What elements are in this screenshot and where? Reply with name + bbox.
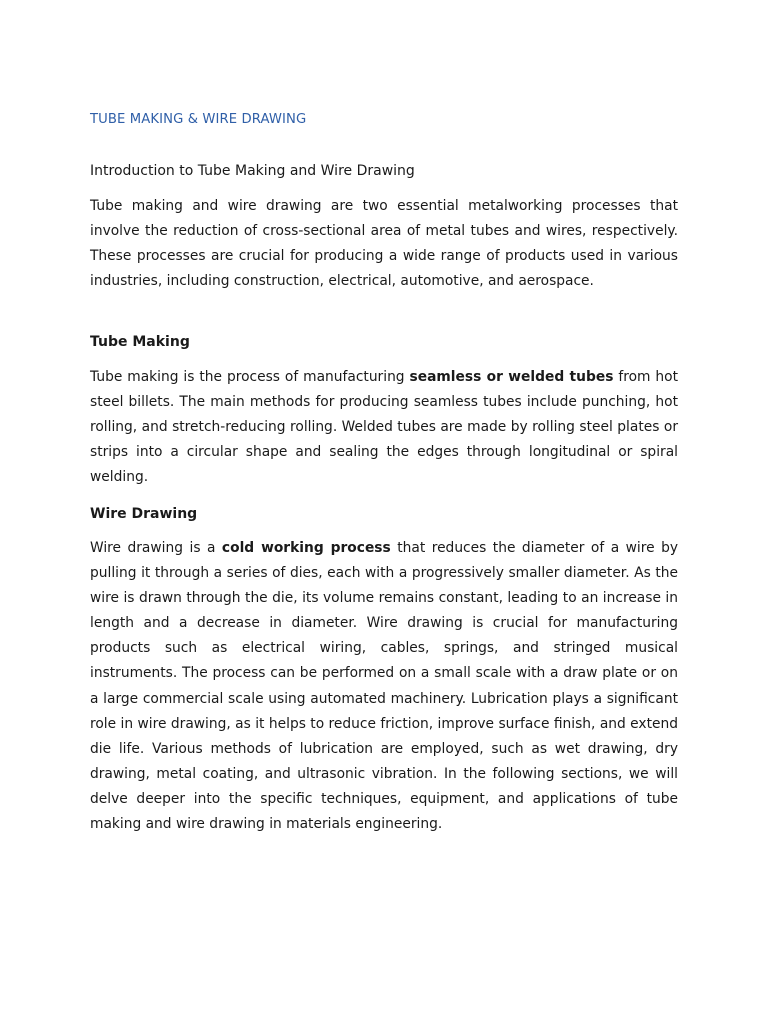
paragraph-text: that reduces the diameter of a wire by pulling it through a series of dies, each with a progressively smaller diameter. As the wire is drawn through the die, its volume remains constant, leading to an increase in length and a decrease in diameter. Wire drawing is crucial for manufacturing products such as electrical wiring, cables, springs, and stringed musical instruments. The process can be performed on a small scale with a draw plate or on a large commercial scale using automated machinery. Lubrication plays a significant role in wire drawing, as it helps to reduce friction, improve surface finish, and extend die life. Various methods of lubrication are employed, such as wet drawing, dry drawing, metal coating, and ultrasonic vibration. In the following sections, we will delve deeper into the specific techniques, equipment, and applications of tube making and wire drawing in materials engineering.	[90, 540, 679, 833]
paragraph-text: Tube making is the process of manufacturing	[90, 369, 410, 385]
section-paragraph-tube-making	[90, 365, 678, 490]
section-paragraph-wire-drawing	[90, 536, 678, 837]
paragraph-text: from hot steel billets. The main methods for producing seamless tubes include punching, hot rolling, and stretch-reducing rolling. Welded tubes are made by rolling steel plates or strips into a circular shape and sealing the edges through longitudinal or spiral welding.	[90, 369, 679, 486]
document-subtitle: Introduction to Tube Making and Wire Drawing	[90, 163, 415, 179]
intro-paragraph: Tube making and wire drawing are two essential metalworking processes that involve the reduction of cross-sectional area of metal tubes and wires, respectively. These processes are crucial for producing a wide range of products used in various industries, including construction, electrical, automotive, and aerospace.	[90, 198, 678, 290]
bold-phrase: cold working process	[221, 540, 391, 556]
document-title: TUBE MAKING & WIRE DRAWING	[90, 112, 307, 127]
bold-phrase: seamless or welded tubes	[409, 369, 614, 385]
section-heading-wire-drawing: Wire Drawing	[90, 506, 198, 522]
paragraph-text: Wire drawing is a	[90, 540, 222, 556]
section-heading-tube-making: Tube Making	[90, 334, 190, 350]
